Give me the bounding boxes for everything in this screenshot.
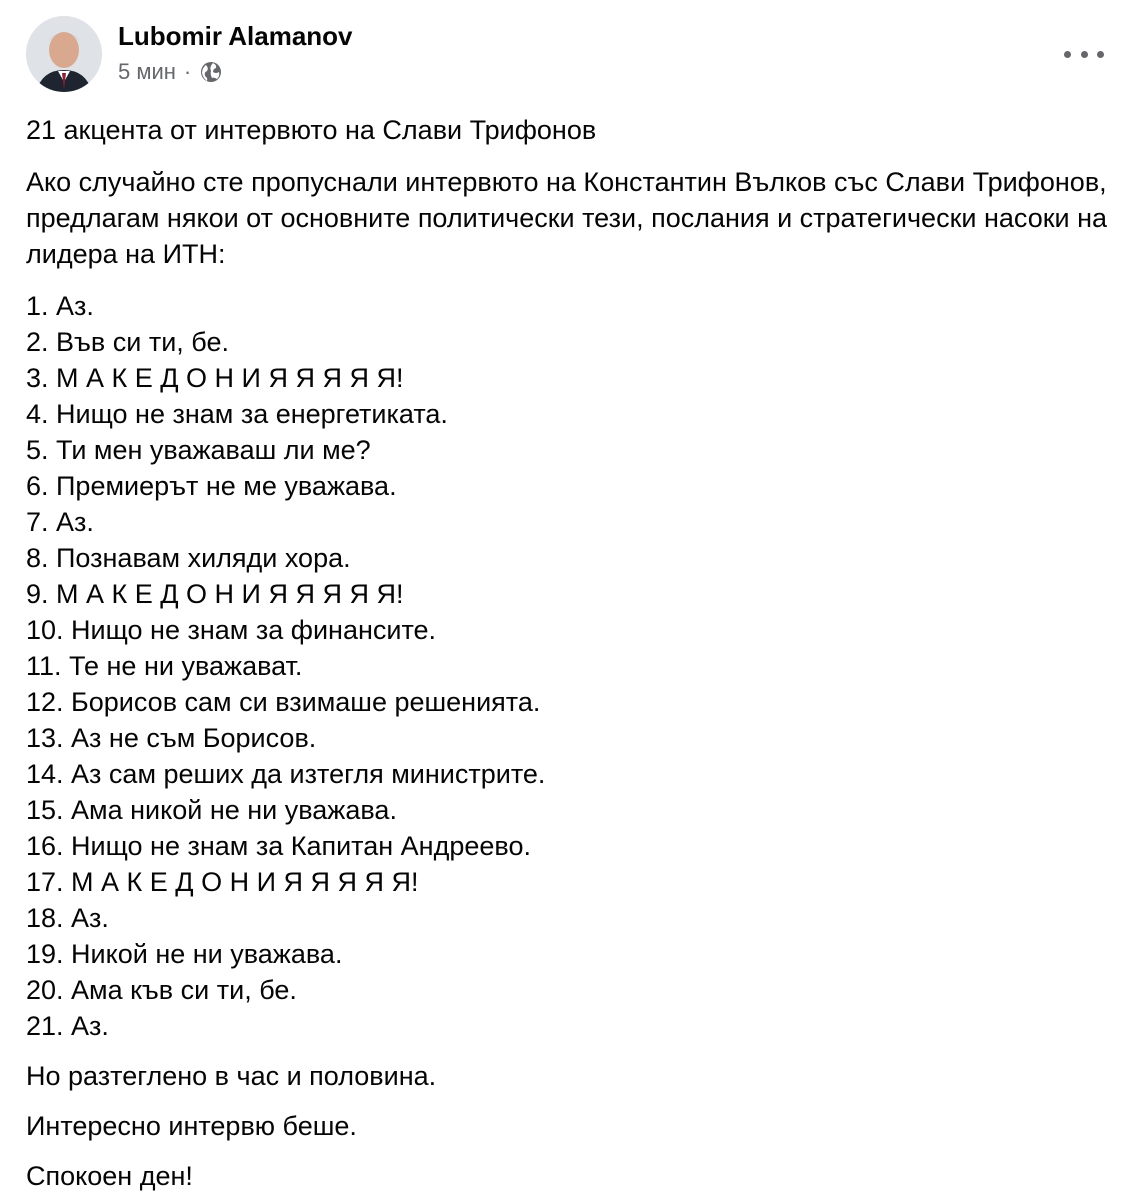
- list-item: 12. Борисов сам си взимаше решенията.: [26, 687, 541, 717]
- list-item: 5. Ти мен уважаваш ли ме?: [26, 435, 371, 465]
- list-item: 3. М А К Е Д О Н И Я Я Я Я Я!: [26, 363, 404, 393]
- post-outro-1: Но разтеглено в час и половина.: [26, 1061, 437, 1091]
- list-item: 2. Във си ти, бе.: [26, 327, 229, 357]
- list-item: 4. Нищо не знам за енергетиката.: [26, 399, 448, 429]
- post-intro: Ако случайно сте пропуснали интервюто на Константин Вълков със Слави Трифонов, предлагам някои от основните политически тези, послания и стратегически насоки на лидера на ИТН:: [26, 167, 1108, 269]
- points-list: [26, 288, 1116, 1044]
- list-item: 10. Нищо не знам за финансите.: [26, 615, 437, 645]
- list-item: 18. Аз.: [26, 903, 109, 933]
- author-avatar[interactable]: [26, 16, 102, 92]
- globe-icon[interactable]: [199, 60, 223, 84]
- list-item: 8. Познавам хиляди хора.: [26, 543, 351, 573]
- author-name[interactable]: Lubomir Alamanov: [118, 21, 353, 51]
- list-item: 17. М А К Е Д О Н И Я Я Я Я Я!: [26, 867, 419, 897]
- meta-separator: ·: [183, 59, 192, 84]
- post-body: [26, 112, 1116, 1194]
- more-horizontal-icon: [1064, 51, 1071, 58]
- more-options-button[interactable]: [1064, 42, 1104, 66]
- list-item: 21. Аз.: [26, 1011, 109, 1041]
- post-title: 21 акцента от интервюто на Слави Трифонов: [26, 115, 597, 145]
- list-item: 6. Премиерът не ме уважава.: [26, 471, 397, 501]
- list-item: 15. Ама никой не ни уважава.: [26, 795, 397, 825]
- list-item: 7. Аз.: [26, 507, 94, 537]
- list-item: 19. Никой не ни уважава.: [26, 939, 343, 969]
- list-item: 14. Аз сам реших да изтегля министрите.: [26, 759, 546, 789]
- post-meta: [118, 58, 223, 86]
- post-time[interactable]: 5 мин: [118, 59, 176, 84]
- post-outro-3: Спокоен ден!: [26, 1161, 193, 1191]
- list-item: 1. Аз.: [26, 291, 94, 321]
- list-item: 11. Те не ни уважават.: [26, 651, 303, 681]
- list-item: 20. Ама къв си ти, бе.: [26, 975, 297, 1005]
- post-outro-2: Интересно интервю беше.: [26, 1111, 357, 1141]
- post-header: [26, 16, 1106, 96]
- list-item: 16. Нищо не знам за Капитан Андреево.: [26, 831, 531, 861]
- list-item: 9. М А К Е Д О Н И Я Я Я Я Я!: [26, 579, 404, 609]
- list-item: 13. Аз не съм Борисов.: [26, 723, 317, 753]
